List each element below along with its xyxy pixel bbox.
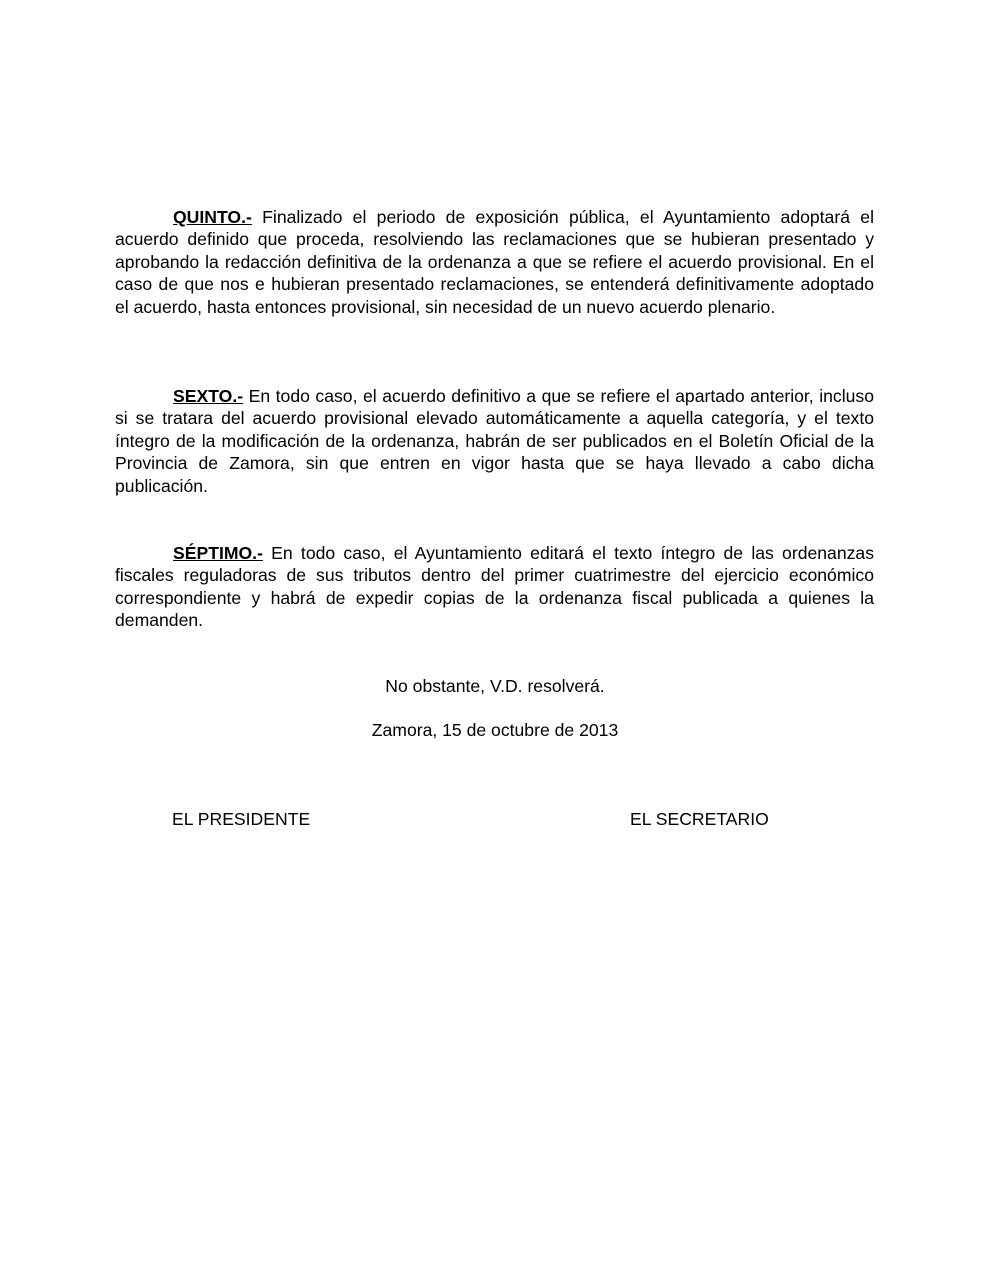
paragraph-sexto <box>115 385 874 497</box>
paragraph-text: Finalizado el periodo de exposición pública, el Ayuntamiento adoptará el acuerdo definido que proceda, resolviendo las reclamaciones que se hubieran presentado y aprobando la redacción definitiva de la ordenanza a que se refiere el acuerdo provisional. En el caso de que nos e hubieran presentado reclamaciones, se entenderá definitivamente adoptado el acuerdo, hasta entonces provisional, sin necesidad de un nuevo acuerdo plenario. <box>115 207 874 317</box>
closing-statement: No obstante, V.D. resolverá. <box>385 676 605 696</box>
place-date: Zamora, 15 de octubre de 2013 <box>371 720 619 740</box>
signature-president: EL PRESIDENTE <box>172 809 311 829</box>
signature-secretary: EL SECRETARIO <box>630 809 769 829</box>
paragraph-heading: QUINTO.- <box>173 207 252 227</box>
paragraph-septimo <box>115 542 874 632</box>
paragraph-text: En todo caso, el acuerdo definitivo a que se refiere el apartado anterior, incluso si se tratara del acuerdo provisional elevado automáticamente a aquella categoría, y el texto íntegro de la modificación de la ordenanza, habrán de ser publicados en el Boletín Oficial de la Provincia de Zamora, sin que entren en vigor hasta que se haya llevado a cabo dicha publicación. <box>115 386 874 496</box>
paragraph-text: En todo caso, el Ayuntamiento editará el texto íntegro de las ordenanzas fiscales reguladoras de sus tributos dentro del primer cuatrimestre del ejercicio económico correspondiente y habrá de expedir copias de la ordenanza fiscal publicada a quienes la demanden. <box>115 543 874 631</box>
paragraph-heading: SEXTO.- <box>173 386 244 406</box>
paragraph-quinto <box>115 206 874 318</box>
paragraph-heading: SÉPTIMO.- <box>173 543 263 563</box>
